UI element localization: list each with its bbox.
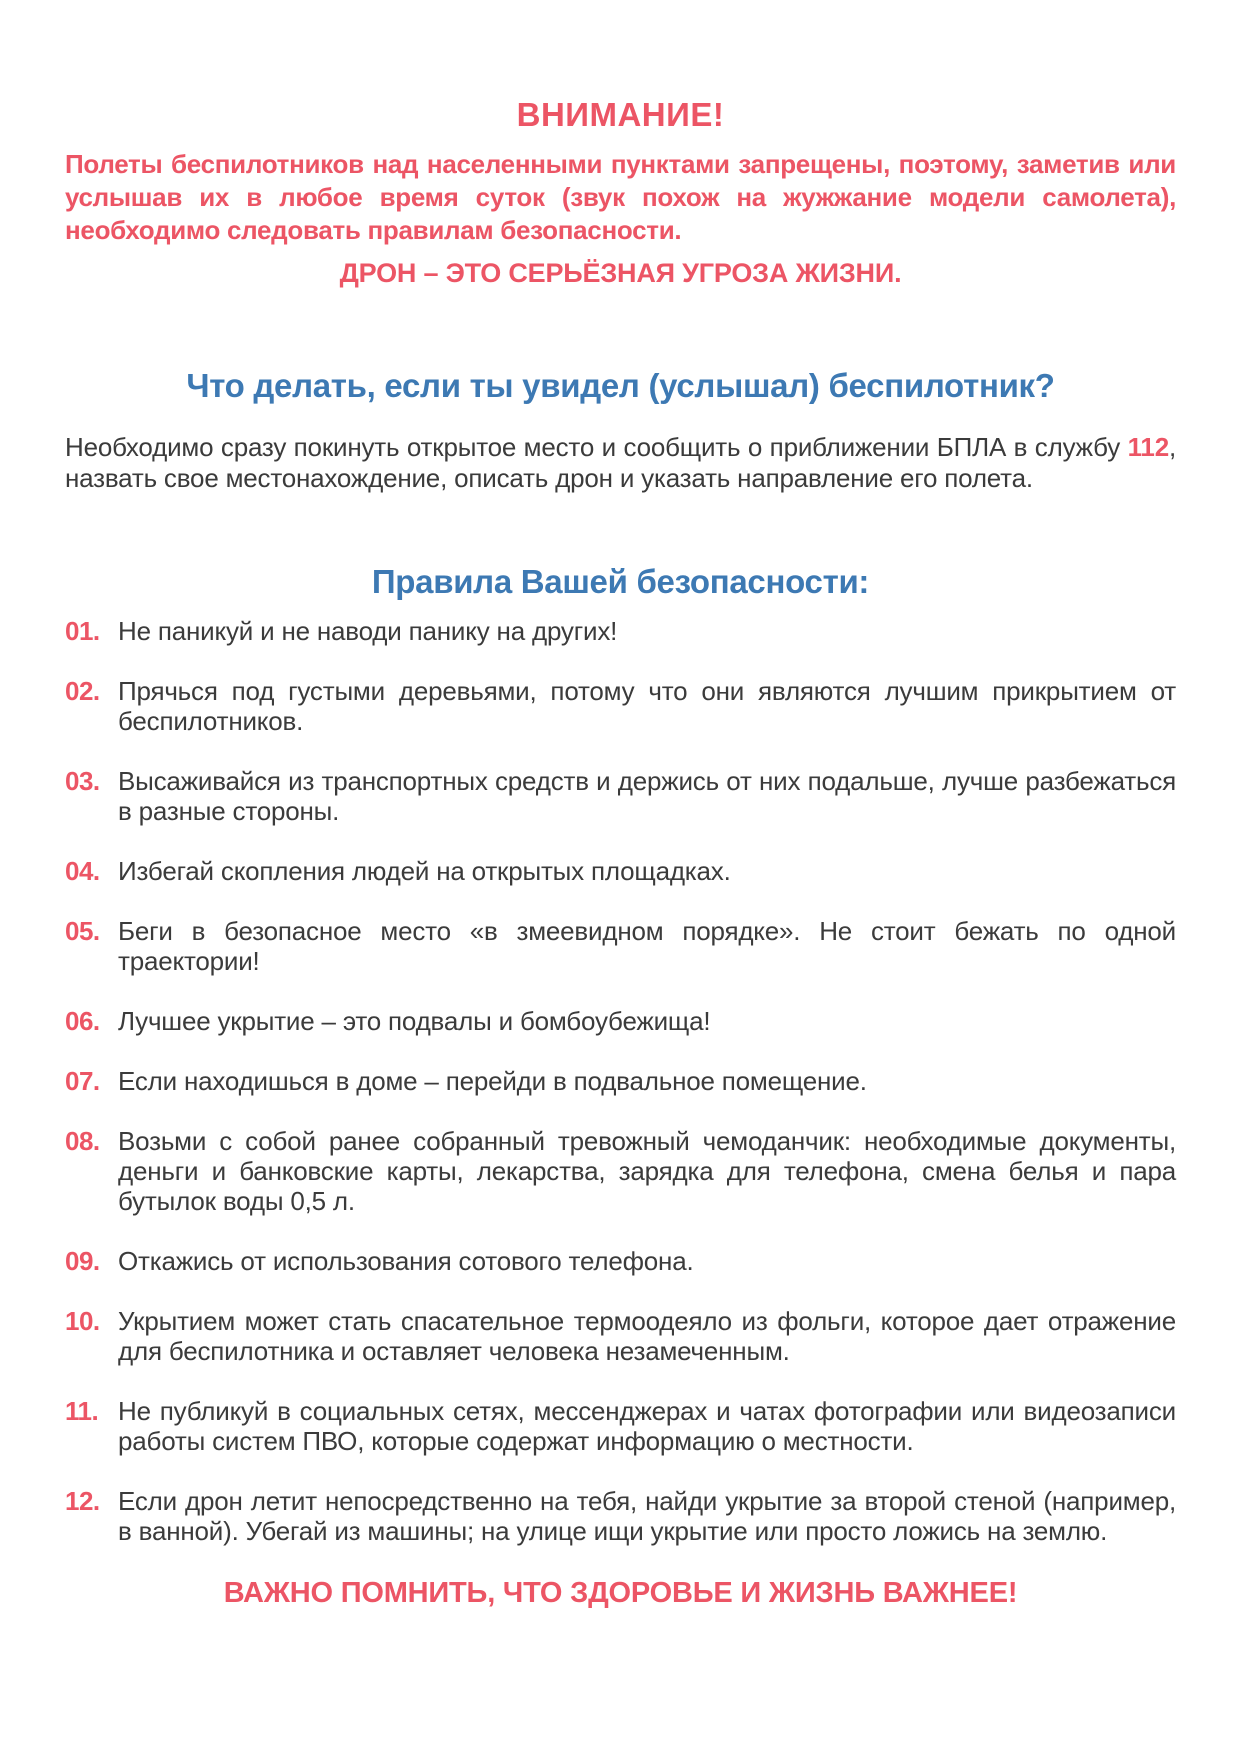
rule-number: 04. xyxy=(65,856,100,886)
rule-number: 10. xyxy=(65,1306,100,1336)
what-to-do-heading: Что делать, если ты увидел (услышал) беспилотник? xyxy=(186,367,1055,404)
instruction-paragraph xyxy=(65,432,1176,494)
rule-item xyxy=(65,1306,1176,1366)
footer-reminder: ВАЖНО ПОМНИТЬ, ЧТО ЗДОРОВЬЕ И ЖИЗНЬ ВАЖНЕЕ! xyxy=(223,1577,1018,1609)
rule-text: Беги в безопасное место «в змеевидном порядке». Не стоит бежать по одной траектории! xyxy=(118,916,1176,976)
rule-text: Избегай скопления людей на открытых площадках. xyxy=(118,856,731,886)
emergency-number: 112 xyxy=(1127,432,1169,462)
rule-item xyxy=(65,1486,1176,1546)
rule-text: Если дрон летит непосредственно на тебя, найди укрытие за второй стеной (например, в ванной). Убегай из машины; на улице ищи укрытие или просто ложись на землю. xyxy=(118,1486,1176,1546)
rule-text: Прячься под густыми деревьями, потому что они являются лучшим прикрытием от беспилотников. xyxy=(118,676,1176,736)
rule-item xyxy=(65,766,1176,826)
rule-text: Если находишься в доме – перейди в подвальное помещение. xyxy=(118,1066,867,1096)
threat-line: ДРОН – ЭТО СЕРЬЁЗНАЯ УГРОЗА ЖИЗНИ. xyxy=(339,258,902,288)
instruction-text-after-number: , назвать свое местонахождение, описать дрон и указать направление его полета. xyxy=(65,432,1176,493)
rule-number: 05. xyxy=(65,916,100,946)
rule-number: 01. xyxy=(65,616,100,646)
rule-text: Откажись от использования сотового телефона. xyxy=(118,1246,694,1276)
rule-item xyxy=(65,916,1176,976)
rules-list xyxy=(65,616,1176,1546)
warning-paragraph: Полеты беспилотников над населенными пунктами запрещены, поэтому, заметив или услышав их в любое время суток (звук похож на жужжание модели самолета), необходимо следовать правилам безопасности. xyxy=(65,149,1176,245)
rule-item xyxy=(65,856,1176,886)
rule-number: 06. xyxy=(65,1006,100,1036)
rule-text: Не публикуй в социальных сетях, мессенджерах и чатах фотографии или видеозаписи работы систем ПВО, которые содержат информацию о местности. xyxy=(118,1396,1176,1456)
rule-number: 09. xyxy=(65,1246,100,1276)
rule-item xyxy=(65,1006,1176,1036)
rule-number: 07. xyxy=(65,1066,100,1096)
rule-number: 03. xyxy=(65,766,100,796)
rule-text: Высаживайся из транспортных средств и держись от них подальше, лучше разбежаться в разные стороны. xyxy=(118,766,1176,826)
attention-title: ВНИМАНИЕ! xyxy=(516,96,725,133)
rule-text: Лучшее укрытие – это подвалы и бомбоубежища! xyxy=(118,1006,711,1036)
rule-item xyxy=(65,1396,1176,1456)
rule-number: 11. xyxy=(65,1396,99,1426)
instruction-text-before-number: Необходимо сразу покинуть открытое место и сообщить о приближении БПЛА в службу xyxy=(65,432,1128,462)
rule-text: Укрытием может стать спасательное термоодеяло из фольги, которое дает отражение для беспилотника и оставляет человека незамеченным. xyxy=(118,1306,1176,1366)
rule-number: 02. xyxy=(65,676,100,706)
rule-item xyxy=(65,676,1176,736)
rule-number: 12. xyxy=(65,1486,100,1516)
rule-item xyxy=(65,616,1176,646)
rule-text: Возьми с собой ранее собранный тревожный чемоданчик: необходимые документы, деньги и банковские карты, лекарства, зарядка для телефона, смена белья и пара бутылок воды 0,5 л. xyxy=(118,1126,1176,1216)
rule-item xyxy=(65,1246,1176,1276)
rules-heading: Правила Вашей безопасности: xyxy=(371,563,870,600)
rule-text: Не паникуй и не наводи панику на других! xyxy=(118,616,618,646)
rule-number: 08. xyxy=(65,1126,100,1156)
rule-item xyxy=(65,1066,1176,1096)
rule-item xyxy=(65,1126,1176,1216)
